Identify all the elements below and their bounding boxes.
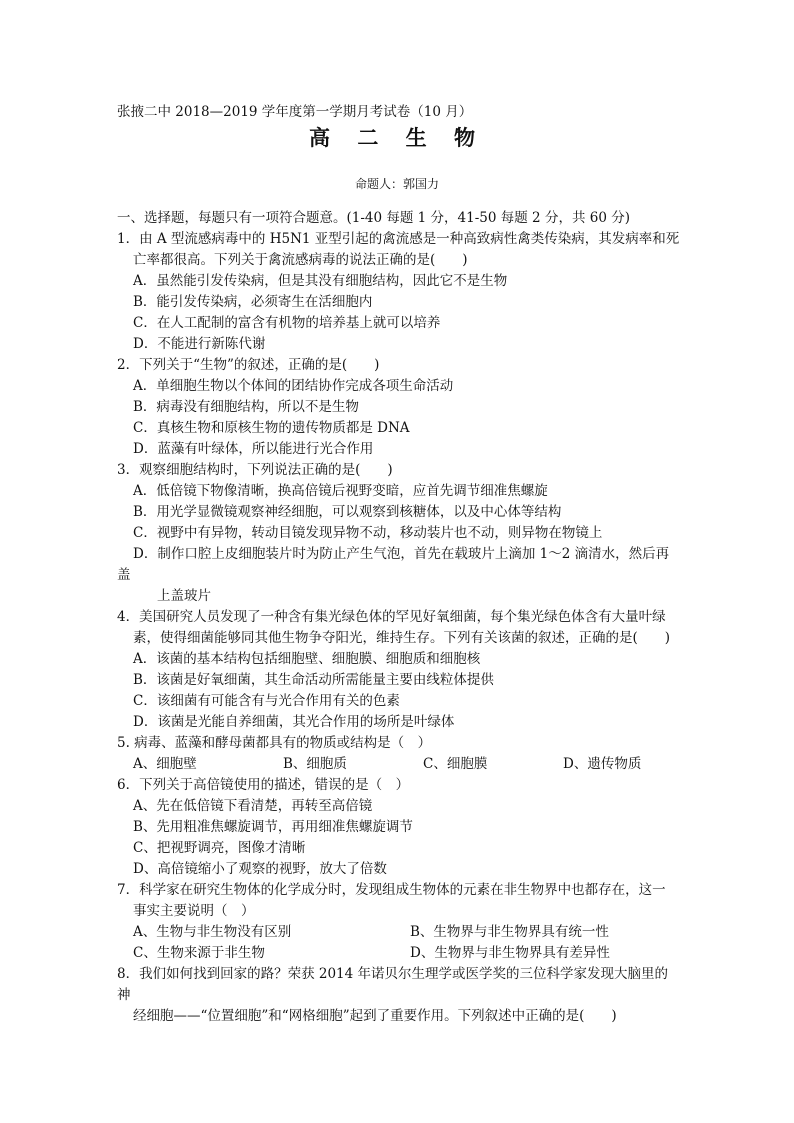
question-5 [117, 733, 687, 775]
option-d: D．不能进行新陈代谢 [133, 336, 266, 352]
option-d: D、高倍镜缩小了观察的视野，放大了倍数 [133, 861, 387, 877]
author-line: 命题人：郭国力 [354, 177, 439, 191]
option-c: C．真核生物和原核生物的遗传物质都是 DNA [133, 420, 410, 436]
option-row [117, 922, 687, 943]
question-stem: 1．由 A 型流感病毒中的 H5N1 亚型引起的禽流感是一种高致病性禽类传染病，其发病率和死 [117, 231, 680, 247]
option-c: C．在人工配制的富含有机物的培养基上就可以培养 [133, 315, 441, 331]
question-1 [117, 229, 687, 355]
question-stem: 2．下列关于“生物”的叙述，正确的是( ) [117, 357, 380, 373]
option-d-wrap: 盖 [117, 567, 131, 583]
question-7 [117, 880, 687, 964]
option-c: C、生物来源于非生物 [133, 945, 265, 961]
question-stem-continued: 亡率都很高。下列关于禽流感病毒的说法正确的是( ) [133, 252, 468, 268]
section-heading: 一、选择题，每题只有一项符合题意。(1-40 每题 1 分，41-50 每题 2 分，共 60 分) [117, 210, 630, 226]
option-b: B、先用粗准焦螺旋调节，再用细准焦螺旋调节 [133, 819, 413, 835]
option-b: B．能引发传染病，必须寄生在活细胞内 [133, 294, 373, 310]
question-stem-continued: 经细胞——“位置细胞”和“网格细胞”起到了重要作用。下列叙述中正确的是( ) [133, 1008, 617, 1024]
option-d: D．制作口腔上皮细胞装片时为防止产生气泡，首先在载玻片上滴加 1～2 滴清水，然后再 [133, 546, 670, 562]
option-a: A．虽然能引发传染病，但是其没有细胞结构，因此它不是生物 [133, 273, 508, 289]
question-stem: 3．观察细胞结构时，下列说法正确的是( ) [117, 462, 393, 478]
question-stem-wrap: 神 [117, 987, 131, 1003]
option-b: B．该菌是好氧细菌，其生命活动所需能量主要由线粒体提供 [133, 672, 494, 688]
question-3 [117, 460, 687, 607]
option-c: C、细胞膜 [423, 756, 488, 772]
question-4 [117, 607, 687, 733]
option-b: B．用光学显微镜观察神经细胞，可以观察到核糖体，以及中心体等结构 [133, 504, 562, 520]
question-6 [117, 775, 687, 880]
question-stem-continued: 事实主要说明（ ） [133, 903, 255, 919]
question-stem: 8．我们如何找到回家的路？荣获 2014 年诺贝尔生理学或医学奖的三位科学家发现大脑里的 [117, 966, 669, 982]
question-2 [117, 355, 687, 460]
option-c: C．该细菌有可能含有与光合作用有关的色素 [133, 693, 400, 709]
option-a: A．单细胞生物以个体间的团结协作完成各项生命活动 [133, 378, 454, 394]
option-a: A．低倍镜下物像清晰，换高倍镜后视野变暗，应首先调节细准焦螺旋 [133, 483, 548, 499]
option-d: D．该菌是光能自养细菌，其光合作用的场所是叶绿体 [133, 714, 455, 730]
page-title: 高 二 生 物 [309, 125, 485, 150]
exam-header: 张掖二中 2018—2019 学年度第一学期月考试卷（10 月） [117, 104, 473, 120]
option-a: A、生物与非生物没有区别 [133, 924, 292, 940]
option-d: D、遗传物质 [563, 756, 642, 772]
question-stem-continued: 素，使得细菌能够同其他生物争夺阳光，维持生存。下列有关该菌的叙述，正确的是( ) [133, 630, 671, 646]
question-8 [117, 964, 687, 1027]
option-d: D．蓝藻有叶绿体，所以能进行光合作用 [133, 441, 374, 457]
option-b: B、生物界与非生物界具有统一性 [410, 924, 609, 940]
option-a: A．该菌的基本结构包括细胞壁、细胞膜、细胞质和细胞核 [133, 651, 481, 667]
option-c: C、把视野调亮，图像才清晰 [133, 840, 306, 856]
question-stem: 6．下列关于高倍镜使用的描述，错误的是（ ） [117, 777, 410, 793]
option-d-continued: 上盖玻片 [157, 588, 211, 604]
question-stem: 4．美国研究人员发现了一种含有集光绿色体的罕见好氧细菌，每个集光绿色体含有大量叶绿 [117, 609, 666, 625]
option-d: D、生物界与非生物界具有差异性 [410, 945, 610, 961]
option-b: B．病毒没有细胞结构，所以不是生物 [133, 399, 359, 415]
question-stem: 5. 病毒、蓝藻和酵母菌都具有的物质或结构是（ ） [117, 735, 432, 751]
option-c: C．视野中有异物，转动目镜发现异物不动，移动装片也不动，则异物在物镜上 [133, 525, 603, 541]
question-stem: 7．科学家在研究生物体的化学成分时，发现组成生物体的元素在非生物界中也都存在，这一 [117, 882, 666, 898]
option-row [117, 754, 687, 775]
option-a: A、细胞壁 [133, 756, 197, 772]
option-a: A、先在低倍镜下看清楚，再转至高倍镜 [133, 798, 373, 814]
option-row [117, 943, 687, 964]
option-b: B、细胞质 [283, 756, 347, 772]
question-list [117, 208, 687, 1027]
